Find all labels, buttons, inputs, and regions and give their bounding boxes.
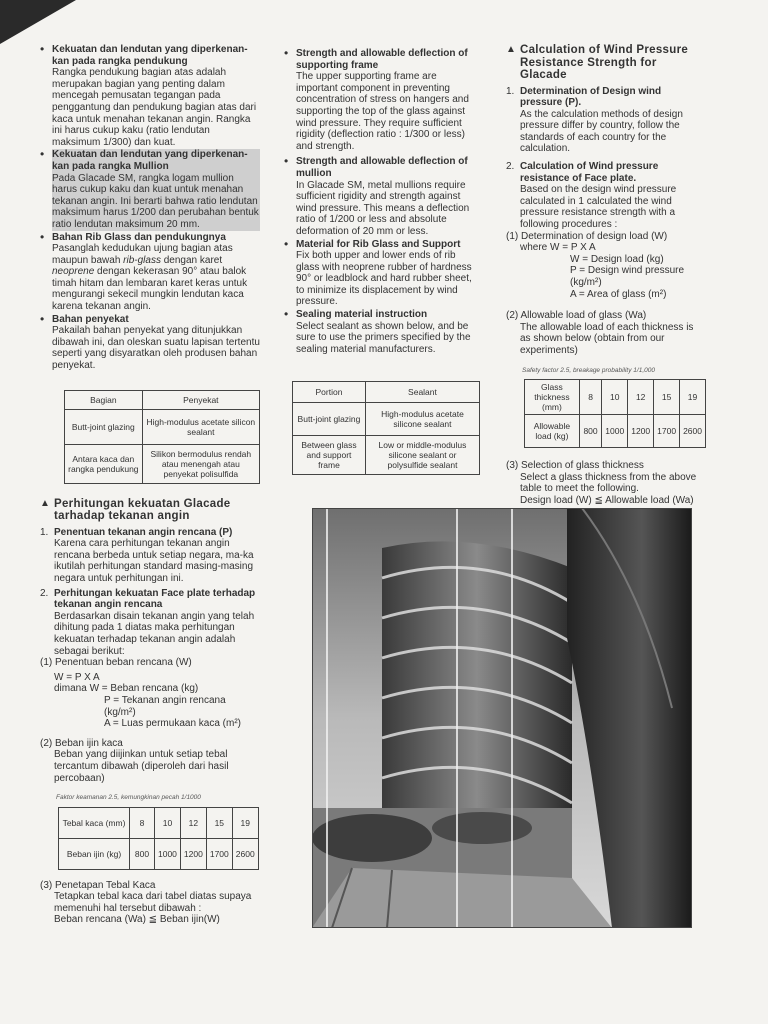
table-cell: 19	[680, 380, 706, 415]
table-cell: Silikon bermodulus rendah atau menengah atau penyekat polisulfida	[142, 444, 259, 483]
table-header: Beban ijin (kg)	[59, 838, 130, 869]
formula: where W = P X A	[520, 242, 596, 254]
table-cell: Low or middle-modulus silicone sealant or polysulfide sealant	[365, 436, 479, 475]
table-cell: 1000	[155, 838, 181, 869]
sub-item-3-body: Tetapkan tebal kaca dari tabel diatas supaya memenuhi hal tersebut dibawah :	[54, 891, 252, 914]
sealant-table-en	[292, 381, 480, 475]
bullet-sealing: • Sealing material instruction Select sealant as shown below, and be sure to use the primers specified by the sealing material manufacturers.	[284, 309, 480, 355]
sub-item-3: (3) Penetapan Tebal Kaca	[40, 879, 156, 891]
table-cell: 15	[206, 807, 232, 838]
table-cell: 10	[155, 807, 181, 838]
bullet-heading: • Kekuatan dan lendutan yang diperkenan-kan pada rangka pendukung	[52, 44, 248, 67]
formula-def-a: A = Luas permukaan kaca (m²)	[104, 718, 242, 730]
table-header: Sealant	[365, 382, 479, 403]
sealant-table-id	[64, 390, 260, 484]
table-cell: 12	[180, 807, 206, 838]
bullet-heading: • Bahan Rib Glass dan pendukungnya	[52, 231, 226, 243]
table-cell: 2600	[680, 415, 706, 448]
table-cell: 1200	[180, 838, 206, 869]
bullet-body: Rangka pendukung bagian atas adalah merupakan bagian yang penting dalam mencegah pemusatan tegangan pada penggantung dan pendukung bagian atas dari kaca untuk menahan tekanan angin. Rangka ini harus cukup kaku (ratio lendutan maksimum 1/300) dan kuat.	[52, 67, 257, 148]
table-caption: Faktor keamanan 2.5, kemungkinan pecah 1/1000	[56, 794, 201, 802]
table-cell: Between glass and support frame	[293, 436, 366, 475]
table-header: Glass thickness (mm)	[525, 380, 580, 415]
sub-item-1: (1) Determination of design load (W)	[506, 230, 668, 242]
sub-item-3-formula: Design load (W) ≦ Allowable load (Wa)	[520, 494, 694, 506]
table-cell: 19	[232, 807, 258, 838]
formula-def-a: A = Area of glass (m²)	[570, 288, 667, 300]
sub-item-1: (1) Penentuan beban rencana (W)	[40, 657, 192, 669]
sub-item-2-body: The allowable load of each thickness is as shown below (obtain from our experiments)	[520, 321, 694, 356]
table-cell: 800	[130, 838, 155, 869]
bullet-supporting-frame: • Strength and allowable deflection of supporting frame The upper supporting frame are important component in preventing concentration of stress on hangers and supporting the top of the glass against wind pressure. They require sufficient rigidity (deflection ratio : 1/300 or less) and strength.	[284, 48, 480, 152]
building-photo-icon	[312, 508, 692, 928]
bullet-bahan-penyekat	[40, 314, 260, 372]
column-calculation	[506, 44, 706, 507]
table-cell: 1200	[628, 415, 654, 448]
table-cell: 800	[579, 415, 601, 448]
table-cell: 1700	[206, 838, 232, 869]
bullet-body: Pada Glacade SM, rangka logam mullion harus cukup kaku dan kuat untuk menahan tekanan angin. Ini berarti bahwa ratio lendutan maksimum harus 1/200 dan perubahan bentuk ratio lendutan maksimum 20 mm.	[52, 172, 259, 230]
bullet-mullion: • Strength and allowable deflection of mullion In Glacade SM, metal mullions require sufficient rigidity and strength against wind pressure. This means a deflection ratio of 1/200 or less and absolute deformation of 20 mm or less.	[284, 156, 480, 237]
table-cell: 12	[628, 380, 654, 415]
bullet-body: Pasanglah kedudukan ujung bagian atas maupun bawah rib-glass dengan karet neoprene dengan kekerasan 90° atau balok timah hitam dan lembaran karet keras untuk mengurangi sekecil mungkin lendutan kaca karena tekanan angin.	[52, 243, 248, 313]
formula-def-p: P = Tekanan angin rencana (kg/m²)	[104, 694, 226, 718]
table-cell: High-modulus acetate silicone sealant	[365, 403, 479, 436]
numbered-item-1: 1. Determination of Design wind pressure (P). As the calculation methods of design pressure differ by country, follow the standards of each country for the calculation.	[506, 85, 683, 155]
table-header: Portion	[293, 382, 366, 403]
sub-item-2-body: Beban yang diijinkan untuk setiap tebal tercantum dibawah (diperoleh dari hasil percobaan)	[54, 749, 229, 784]
table-cell: 1700	[654, 415, 680, 448]
table-cell: 8	[130, 807, 155, 838]
section-title: ▲ Calculation of Wind Pressure Resistance Strength for Glacade	[506, 44, 689, 81]
bullet-rib-glass	[40, 232, 260, 313]
table-cell: 8	[579, 380, 601, 415]
allowable-load-table-id	[58, 807, 259, 870]
sub-item-3-body: Select a glass thickness from the above table to meet the following.	[520, 471, 697, 495]
table-cell: 1000	[602, 415, 628, 448]
table-cell: 10	[602, 380, 628, 415]
bullet-body: Pakailah bahan penyekat yang ditunjukkan dibawah ini, dan oleskan suatu lapisan tertentu seperti yang disyaratkan oleh produsen bahan penyekat.	[52, 325, 260, 372]
formula-def-w: W = Design load (kg)	[570, 253, 664, 265]
table-header: Bagian	[65, 390, 143, 409]
sub-item-3-formula: Beban rencana (Wa) ≦ Beban ijin(W)	[54, 914, 220, 926]
table-header: Penyekat	[142, 390, 259, 409]
section-title: ▲ Perhitungan kekuatan Glacade tarhadap tekanan angin	[40, 497, 231, 523]
table-caption: Safety factor 2.5, breakage probability 1/1,000	[522, 366, 655, 374]
table-cell: Butt-joint glazing	[293, 403, 366, 436]
table-header: Tebal kaca (mm)	[59, 807, 130, 838]
scan-corner-mark	[0, 0, 76, 44]
table-cell: 15	[654, 380, 680, 415]
bullet-heading: • Kekuatan dan lendutan yang diperkenan-kan pada rangka Mullion	[52, 149, 260, 172]
bullet-rangka-pendukung	[40, 44, 260, 148]
allowable-load-table-en	[524, 379, 706, 448]
column-indonesian	[40, 44, 260, 926]
numbered-item-1: 1. Penentuan tekanan angin rencana (P) Karena cara perhitungan tekanan angin rencana berbeda untuk setiap negara, ma-ka ikutilah perhitungan standard masing-masing negara untuk perhitungan ini.	[40, 526, 254, 584]
formula-def-p: P = Design wind pressure (kg/m²)	[570, 265, 685, 288]
table-cell: High-modulus acetate silicon sealant	[142, 409, 259, 444]
column-english	[284, 48, 480, 475]
sub-item-2: (2) Allowable load of glass (Wa)	[506, 310, 647, 322]
table-cell: Butt-joint glazing	[65, 409, 143, 444]
table-header: Allowable load (kg)	[525, 415, 580, 448]
sub-item-3: (3) Selection of glass thickness	[506, 460, 644, 472]
sub-item-2: (2) Beban ijin kaca	[40, 737, 123, 749]
table-cell: 2600	[232, 838, 258, 869]
numbered-item-2: 2. Calculation of Wind pressure resistance of Face plate. Based on the design wind pressure calculated in 1 calculated the wind pressure resistance strength with a following procedures :	[506, 161, 677, 231]
bullet-heading: • Bahan penyekat	[52, 313, 129, 325]
table-cell: Antara kaca dan rangka pendukung	[65, 444, 143, 483]
bullet-rib-glass: • Material for Rib Glass and Support Fix both upper and lower ends of rib glass with neoprene rubber of hardness 90° or leadblock and hard rubber sheet, to minimize its displacement by wind pressure.	[284, 239, 480, 309]
formula-def-w: dimana W = Beban rencana (kg)	[54, 683, 199, 695]
bullet-rangka-mullion	[40, 149, 260, 230]
formula: W = P X A	[54, 671, 100, 683]
numbered-item-2: 2. Perhitungan kekuatan Face plate terhadap tekanan angin rencana Berdasarkan disain tekanan angin yang telah dihitung pada 1 diatas maka perhitungan kekuatan terhadap tekanan angin adalah sebagai berikut:	[40, 587, 256, 657]
